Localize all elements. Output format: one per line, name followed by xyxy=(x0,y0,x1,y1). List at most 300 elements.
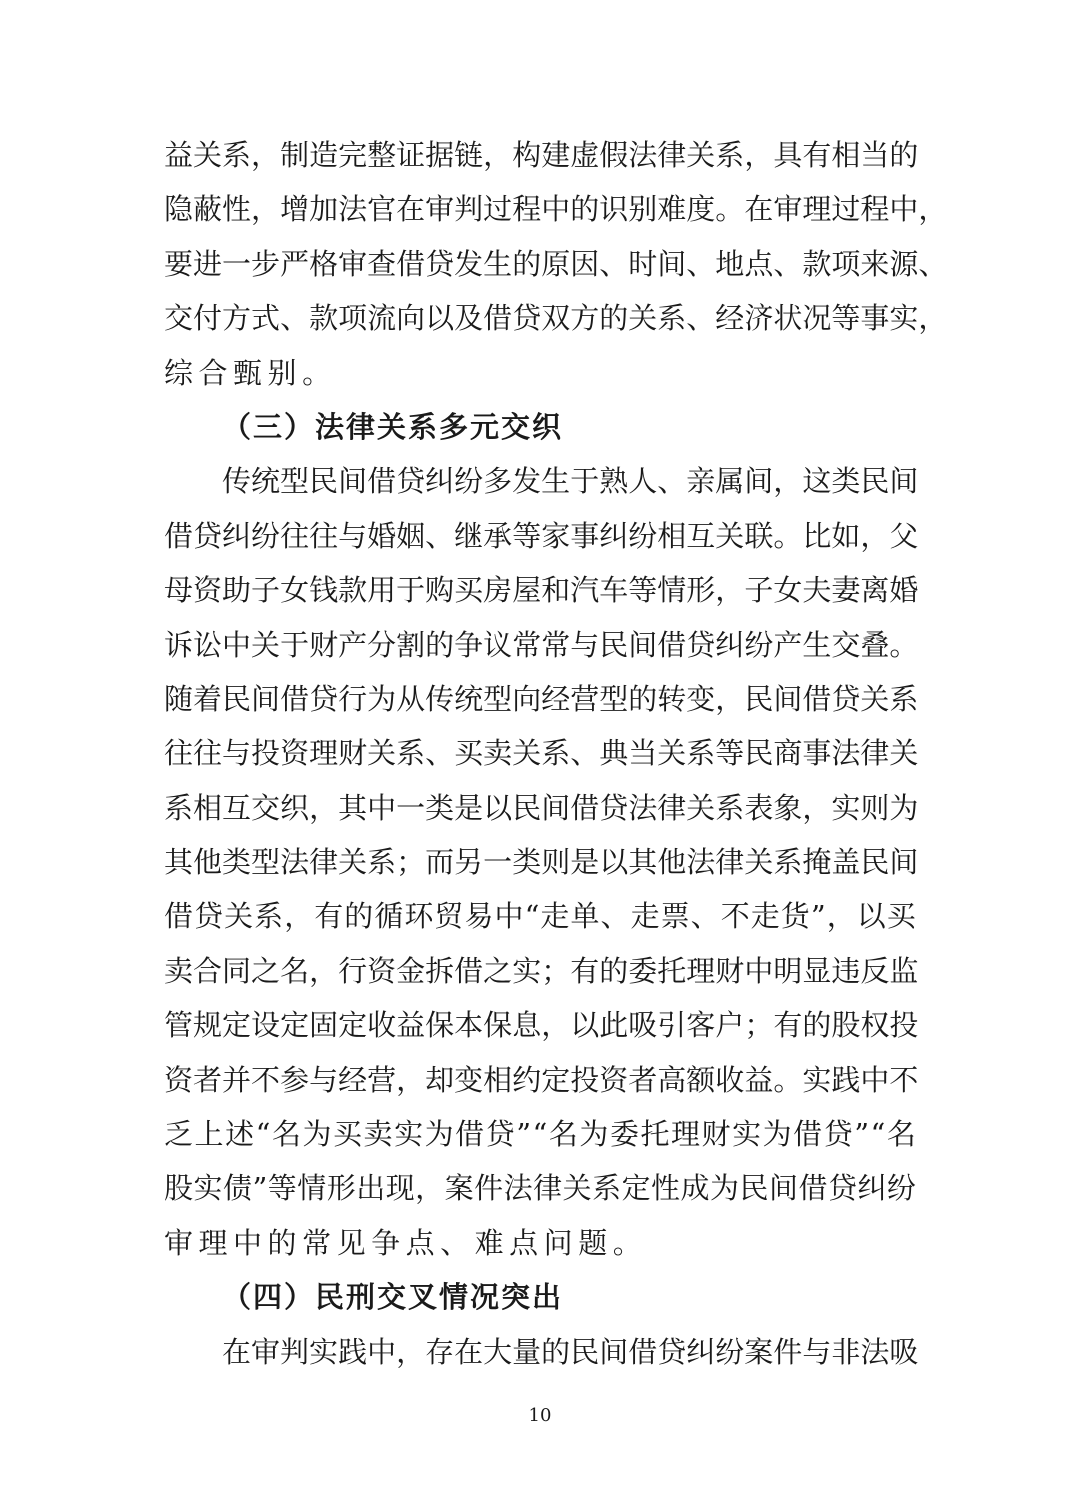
text-glyph: 的 xyxy=(541,1334,571,1369)
text-glyph: 系 xyxy=(367,845,397,880)
paragraph-first-line xyxy=(164,454,919,508)
text-glyph: 往 xyxy=(309,518,339,553)
text-glyph: 其 xyxy=(628,845,658,880)
text-glyph: 系 xyxy=(254,899,284,934)
text-glyph: 关 xyxy=(338,845,368,880)
text-glyph: 民 xyxy=(222,681,252,716)
text-glyph: 其 xyxy=(164,845,194,880)
text-glyph: 向 xyxy=(512,681,542,716)
text-glyph: 过 xyxy=(831,192,861,227)
text-glyph: 中 xyxy=(233,1225,263,1260)
text-glyph: 讼 xyxy=(193,627,223,662)
text-glyph: 关 xyxy=(889,736,919,771)
text-glyph: 型 xyxy=(251,845,281,880)
text-glyph: 名 xyxy=(271,1117,301,1152)
text-glyph: 在 xyxy=(222,1334,252,1369)
text-glyph: 间 xyxy=(773,681,803,716)
text-glyph: 当 xyxy=(628,736,658,771)
text-glyph: 户 xyxy=(715,1008,745,1043)
text-glyph: 系 xyxy=(541,736,571,771)
text-glyph: 的 xyxy=(628,681,658,716)
text-glyph: ， xyxy=(541,1008,571,1043)
text-glyph: 整 xyxy=(367,138,397,172)
text-glyph: 的 xyxy=(425,627,455,662)
text-glyph: 吸 xyxy=(628,1008,658,1043)
text-glyph: 生 xyxy=(802,627,832,662)
text-glyph: 定 xyxy=(338,1008,368,1043)
text-glyph: 中 xyxy=(222,627,252,662)
text-glyph: 卖 xyxy=(164,953,194,988)
text-glyph: 纷 xyxy=(715,1334,745,1369)
text-glyph: 实 xyxy=(889,301,919,336)
text-glyph: ， xyxy=(396,1062,426,1097)
text-glyph: 民 xyxy=(512,790,542,825)
text-glyph: 掩 xyxy=(802,845,832,880)
text-glyph: 以 xyxy=(425,301,455,336)
text-glyph: 关 xyxy=(224,899,254,934)
text-glyph: 中 xyxy=(494,899,524,934)
text-glyph: 屋 xyxy=(512,573,542,608)
text-glyph: 进 xyxy=(193,246,223,281)
text-glyph: 中 xyxy=(367,1334,397,1369)
text-glyph: 发 xyxy=(512,464,542,499)
text-glyph: 型 xyxy=(483,681,513,716)
text-glyph: 资 xyxy=(599,1062,629,1097)
text-glyph: 拆 xyxy=(425,953,455,988)
text-glyph: 却 xyxy=(425,1062,455,1097)
text-glyph: 客 xyxy=(686,1008,716,1043)
text-glyph: 假 xyxy=(599,138,629,172)
text-glyph: 点 xyxy=(509,1225,539,1260)
text-glyph: 情 xyxy=(297,1171,327,1206)
text-glyph: 借 xyxy=(396,246,426,281)
text-glyph: 理 xyxy=(198,1225,228,1260)
text-glyph: 中 xyxy=(860,1062,890,1097)
paragraph-line xyxy=(164,291,948,345)
text-glyph: 名 xyxy=(280,953,310,988)
text-glyph: 来 xyxy=(860,246,890,281)
text-glyph: 相 xyxy=(657,518,687,553)
text-glyph: 权 xyxy=(860,1008,890,1043)
text-glyph: 女 xyxy=(773,573,803,608)
text-glyph: 票 xyxy=(660,899,690,934)
text-glyph: ； xyxy=(396,845,426,880)
text-glyph: 、 xyxy=(773,246,803,281)
text-glyph: 比 xyxy=(802,518,832,553)
text-glyph: 件 xyxy=(474,1171,504,1206)
text-glyph: 理 xyxy=(671,1117,701,1152)
text-glyph: 为 xyxy=(762,1117,792,1152)
text-glyph: 纷 xyxy=(454,464,484,499)
text-glyph: 审 xyxy=(251,1334,281,1369)
text-glyph: 形 xyxy=(326,1171,356,1206)
text-glyph: 一 xyxy=(483,845,513,880)
text-glyph: 大 xyxy=(483,1334,513,1369)
text-glyph: 贷 xyxy=(194,899,224,934)
text-glyph: 额 xyxy=(686,1062,716,1097)
text-glyph: 、 xyxy=(280,301,310,336)
text-glyph: 行 xyxy=(338,953,368,988)
text-glyph: 循 xyxy=(374,899,404,934)
text-glyph: 以 xyxy=(599,845,629,880)
text-glyph: 中 xyxy=(889,192,919,227)
text-glyph: 间 xyxy=(657,246,687,281)
text-glyph: 法 xyxy=(628,790,658,825)
text-glyph: 民 xyxy=(309,464,339,499)
text-glyph: 系 xyxy=(715,138,745,172)
text-glyph: 往 xyxy=(193,736,223,771)
text-glyph: 践 xyxy=(831,1062,861,1097)
text-glyph: 实 xyxy=(193,1171,223,1206)
text-glyph: 是 xyxy=(570,845,600,880)
paragraph-first-line xyxy=(164,1325,919,1379)
text-glyph: 人 xyxy=(628,464,658,499)
text-glyph: 的 xyxy=(889,138,919,172)
text-glyph: 父 xyxy=(889,518,919,553)
text-glyph: 法 xyxy=(686,845,716,880)
text-glyph: ” xyxy=(854,1117,870,1152)
text-glyph: 与 xyxy=(570,627,600,662)
text-glyph: 交 xyxy=(164,301,194,336)
text-glyph: 表 xyxy=(744,790,774,825)
text-glyph: ， xyxy=(415,1171,445,1206)
text-glyph: 款 xyxy=(802,246,832,281)
text-glyph: 问 xyxy=(543,1225,573,1260)
text-glyph: 性 xyxy=(651,1171,681,1206)
text-glyph: 证 xyxy=(396,138,426,172)
text-glyph: 间 xyxy=(744,464,774,499)
section-heading: （四）民刑交叉情况突出 xyxy=(222,1280,564,1315)
paragraph-line xyxy=(164,1216,916,1270)
text-glyph: 借 xyxy=(367,464,397,499)
text-glyph: 系 xyxy=(396,736,426,771)
text-glyph: 点 xyxy=(744,246,774,281)
text-glyph: 类 xyxy=(831,464,861,499)
text-glyph: 关 xyxy=(251,627,281,662)
text-glyph: 吸 xyxy=(889,1334,919,1369)
text-glyph: 交 xyxy=(831,627,861,662)
text-glyph: 借 xyxy=(280,681,310,716)
text-glyph: 走 xyxy=(630,899,660,934)
text-glyph: 贷 xyxy=(309,681,339,716)
text-glyph: 常 xyxy=(302,1225,332,1260)
text-glyph: 另 xyxy=(454,845,484,880)
text-glyph: 保 xyxy=(483,1008,513,1043)
text-glyph: 的 xyxy=(267,1225,297,1260)
text-glyph: 承 xyxy=(483,518,513,553)
text-glyph: 律 xyxy=(309,845,339,880)
text-glyph: 统 xyxy=(454,681,484,716)
text-glyph: ， xyxy=(744,138,774,172)
text-glyph: 系 xyxy=(889,681,919,716)
text-glyph: 见 xyxy=(336,1225,366,1260)
text-glyph: 纷 xyxy=(886,1171,916,1206)
text-glyph: 并 xyxy=(222,1062,252,1097)
text-glyph: 方 xyxy=(570,301,600,336)
text-glyph: ” xyxy=(810,899,826,934)
text-glyph: 定 xyxy=(280,1008,310,1043)
text-glyph: 。 xyxy=(773,518,803,553)
text-glyph: 虚 xyxy=(570,138,600,172)
text-glyph: 事 xyxy=(570,518,600,553)
text-glyph: 托 xyxy=(657,953,687,988)
text-glyph: 在 xyxy=(396,192,426,227)
text-glyph: 于 xyxy=(396,573,426,608)
text-glyph: 向 xyxy=(396,301,426,336)
text-glyph: 型 xyxy=(280,464,310,499)
text-glyph: 债 xyxy=(222,1171,252,1206)
text-glyph: 继 xyxy=(454,518,484,553)
text-glyph: 关 xyxy=(512,736,542,771)
text-glyph: 相 xyxy=(483,1062,513,1097)
text-glyph: 借 xyxy=(483,301,513,336)
text-glyph: 委 xyxy=(628,953,658,988)
text-glyph: 引 xyxy=(657,1008,687,1043)
text-glyph: 熟 xyxy=(599,464,629,499)
text-glyph: 转 xyxy=(657,681,687,716)
text-glyph: 相 xyxy=(831,138,861,172)
text-glyph: 关 xyxy=(628,301,658,336)
paragraph-line xyxy=(164,618,919,672)
page-number: 10 xyxy=(528,1405,552,1426)
text-glyph: 法 xyxy=(831,736,861,771)
text-glyph: 因 xyxy=(570,246,600,281)
text-glyph: 。 xyxy=(889,627,919,662)
text-glyph: 的 xyxy=(599,301,629,336)
text-glyph: 分 xyxy=(367,627,397,662)
text-glyph: ， xyxy=(309,790,339,825)
text-glyph: 与 xyxy=(802,1334,832,1369)
text-glyph: 、 xyxy=(600,899,630,934)
text-glyph: 经 xyxy=(715,301,745,336)
text-glyph: 关 xyxy=(193,138,223,172)
text-glyph: 他 xyxy=(193,845,223,880)
text-glyph: 系 xyxy=(657,301,687,336)
text-glyph: 过 xyxy=(483,192,513,227)
text-glyph: 成 xyxy=(680,1171,710,1206)
text-glyph: 贷 xyxy=(657,1334,687,1369)
text-glyph: 同 xyxy=(222,953,252,988)
text-glyph: ， xyxy=(860,518,890,553)
text-glyph: 贷 xyxy=(485,1117,515,1152)
text-glyph: 则 xyxy=(541,845,571,880)
text-glyph: 有 xyxy=(802,138,832,172)
text-glyph: 股 xyxy=(164,1171,194,1206)
text-glyph: 难 xyxy=(474,1225,504,1260)
text-glyph: 以 xyxy=(856,899,886,934)
text-glyph: 属 xyxy=(715,464,745,499)
text-glyph: 财 xyxy=(715,953,745,988)
text-glyph: 的 xyxy=(512,246,542,281)
text-glyph: 查 xyxy=(367,246,397,281)
text-glyph: 争 xyxy=(371,1225,401,1260)
text-glyph: 往 xyxy=(280,518,310,553)
section-heading: （三）法律关系多元交织 xyxy=(222,409,564,444)
text-glyph: 要 xyxy=(164,246,194,281)
text-glyph: 间 xyxy=(599,1334,629,1369)
text-glyph: 源 xyxy=(889,246,919,281)
text-glyph: 事 xyxy=(802,736,832,771)
text-glyph: 判 xyxy=(454,192,484,227)
text-glyph: 叠 xyxy=(860,627,890,662)
text-glyph: 委 xyxy=(609,1117,639,1152)
text-glyph: 关 xyxy=(744,845,774,880)
text-glyph: 金 xyxy=(396,953,426,988)
text-glyph: 等 xyxy=(831,301,861,336)
text-glyph: 财 xyxy=(701,1117,731,1152)
paragraph-line xyxy=(164,944,919,998)
text-glyph: 生 xyxy=(541,464,571,499)
text-glyph: 妻 xyxy=(831,573,861,608)
text-glyph: 如 xyxy=(831,518,861,553)
text-glyph: 投 xyxy=(570,1062,600,1097)
text-glyph: 女 xyxy=(280,573,310,608)
text-glyph: 流 xyxy=(367,301,397,336)
text-glyph: 助 xyxy=(222,573,252,608)
text-glyph: ， xyxy=(251,192,281,227)
text-glyph: 在 xyxy=(744,192,774,227)
text-glyph: ， xyxy=(826,899,856,934)
text-glyph: 纠 xyxy=(686,1334,716,1369)
text-glyph: 合 xyxy=(198,355,228,390)
text-glyph: 难 xyxy=(657,192,687,227)
text-glyph: 此 xyxy=(599,1008,629,1043)
text-glyph: 项 xyxy=(831,246,861,281)
text-glyph: 姻 xyxy=(396,518,426,553)
text-glyph: “ xyxy=(532,1117,548,1152)
text-glyph: 买 xyxy=(333,1117,363,1152)
text-glyph: 法 xyxy=(503,1171,533,1206)
text-glyph: 。 xyxy=(612,1225,642,1260)
text-glyph: 加 xyxy=(309,192,339,227)
text-glyph: 案 xyxy=(744,1334,774,1369)
text-glyph: 法 xyxy=(860,1334,890,1369)
text-glyph: 述 xyxy=(225,1117,255,1152)
text-glyph: 经 xyxy=(541,681,571,716)
text-glyph: 步 xyxy=(251,246,281,281)
text-glyph: 状 xyxy=(773,301,803,336)
text-glyph: 家 xyxy=(541,518,571,553)
text-glyph: 形 xyxy=(686,573,716,608)
text-glyph: 具 xyxy=(773,138,803,172)
text-glyph: 地 xyxy=(715,246,745,281)
text-glyph: 审 xyxy=(773,192,803,227)
text-glyph: ， xyxy=(396,1334,426,1369)
text-glyph: 互 xyxy=(222,790,252,825)
paragraph-line xyxy=(164,182,948,236)
text-glyph: 间 xyxy=(541,790,571,825)
text-glyph: 变 xyxy=(686,681,716,716)
text-glyph: 子 xyxy=(251,573,281,608)
text-glyph: 款 xyxy=(309,301,339,336)
text-glyph: 系 xyxy=(222,138,252,172)
text-glyph: 婚 xyxy=(889,573,919,608)
text-glyph: 据 xyxy=(425,138,455,172)
text-glyph: 借 xyxy=(164,899,194,934)
text-glyph: 理 xyxy=(686,953,716,988)
text-glyph: 财 xyxy=(309,627,339,662)
text-glyph: 度 xyxy=(686,192,716,227)
text-glyph: 象 xyxy=(773,790,803,825)
text-glyph: 审 xyxy=(338,246,368,281)
text-glyph: 格 xyxy=(309,246,339,281)
text-glyph: 商 xyxy=(773,736,803,771)
text-glyph: 于 xyxy=(280,627,310,662)
text-glyph: 实 xyxy=(802,1062,832,1097)
text-glyph: 系 xyxy=(773,845,803,880)
text-glyph: 显 xyxy=(802,953,832,988)
text-glyph: 定 xyxy=(541,1062,571,1097)
text-glyph: 系 xyxy=(164,790,194,825)
text-glyph: 相 xyxy=(193,790,223,825)
text-glyph: 别 xyxy=(267,355,297,390)
text-glyph: 息 xyxy=(512,1008,542,1043)
text-glyph: 官 xyxy=(367,192,397,227)
text-glyph: ， xyxy=(251,138,281,172)
text-glyph: 者 xyxy=(193,1062,223,1097)
text-glyph: 造 xyxy=(309,138,339,172)
text-glyph: 高 xyxy=(657,1062,687,1097)
text-glyph: 易 xyxy=(464,899,494,934)
text-glyph: 综 xyxy=(164,355,194,390)
text-glyph: 用 xyxy=(367,573,397,608)
text-glyph: 、 xyxy=(599,246,629,281)
text-glyph: 贷 xyxy=(193,518,223,553)
text-glyph: 实 xyxy=(394,1117,424,1152)
text-glyph: 构 xyxy=(512,138,542,172)
text-glyph: 资 xyxy=(367,953,397,988)
text-glyph: 和 xyxy=(541,573,571,608)
text-glyph: 争 xyxy=(454,627,484,662)
text-glyph: 、 xyxy=(425,518,455,553)
text-glyph: 民 xyxy=(860,464,890,499)
text-glyph: 类 xyxy=(512,845,542,880)
text-glyph: 益 xyxy=(744,1062,774,1097)
text-glyph: ， xyxy=(918,301,948,336)
text-glyph: 购 xyxy=(425,573,455,608)
text-glyph: 为 xyxy=(302,1117,332,1152)
text-glyph: 生 xyxy=(483,246,513,281)
text-glyph: 借 xyxy=(570,790,600,825)
text-glyph: 等 xyxy=(267,1171,297,1206)
text-glyph: 管 xyxy=(164,1008,194,1043)
text-glyph: 多 xyxy=(483,464,513,499)
text-glyph: 严 xyxy=(280,246,310,281)
text-glyph: 名 xyxy=(886,1117,916,1152)
paragraph-line xyxy=(164,237,948,291)
text-glyph: 变 xyxy=(454,1062,484,1097)
text-glyph: ， xyxy=(802,790,832,825)
text-glyph: 与 xyxy=(222,736,252,771)
text-glyph: 托 xyxy=(640,1117,670,1152)
text-glyph: 实 xyxy=(512,953,542,988)
text-glyph: 系 xyxy=(686,736,716,771)
text-glyph: 贷 xyxy=(827,1171,857,1206)
text-glyph: 关 xyxy=(715,518,745,553)
paragraph-line xyxy=(164,346,916,400)
text-glyph: 间 xyxy=(889,845,919,880)
text-glyph: 与 xyxy=(309,1062,339,1097)
text-glyph: ， xyxy=(918,192,948,227)
text-glyph: 有 xyxy=(570,953,600,988)
text-glyph: 的 xyxy=(599,953,629,988)
text-glyph: 时 xyxy=(628,246,658,281)
text-glyph: 事 xyxy=(860,301,890,336)
text-glyph: 律 xyxy=(533,1171,563,1206)
text-glyph: 为 xyxy=(367,681,397,716)
text-glyph: 贷 xyxy=(686,627,716,662)
text-glyph: 民 xyxy=(860,845,890,880)
